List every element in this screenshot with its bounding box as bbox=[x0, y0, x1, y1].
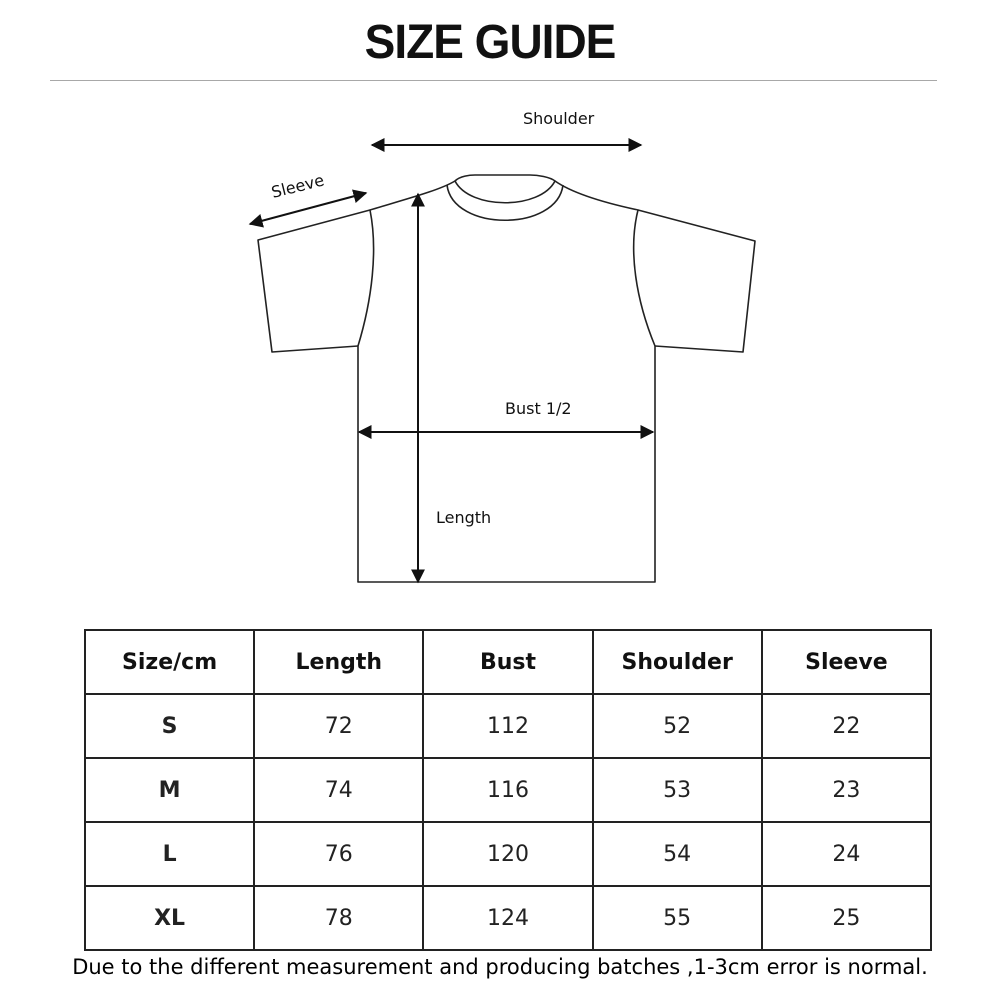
table-row bbox=[85, 886, 931, 950]
cell-size: L bbox=[85, 822, 254, 886]
cell-bust: 116 bbox=[423, 758, 592, 822]
tshirt-left-sleeve bbox=[258, 210, 370, 352]
sleeve-arrow bbox=[250, 193, 366, 224]
cell-shoulder: 53 bbox=[593, 758, 762, 822]
size-table bbox=[84, 629, 932, 951]
tshirt-right-sleeve bbox=[638, 210, 755, 352]
cell-size: XL bbox=[85, 886, 254, 950]
tolerance-note: Due to the different measurement and producing batches ,1-3cm error is normal. bbox=[72, 955, 928, 979]
tshirt-outline bbox=[258, 175, 755, 582]
page-title: SIZE GUIDE bbox=[364, 13, 616, 69]
cell-length: 76 bbox=[254, 822, 423, 886]
cell-shoulder: 54 bbox=[593, 822, 762, 886]
length-label: Length bbox=[436, 508, 492, 527]
shoulder-label: Shoulder bbox=[523, 109, 595, 128]
cell-length: 72 bbox=[254, 694, 423, 758]
header-bust: Bust bbox=[423, 630, 592, 694]
cell-sleeve: 22 bbox=[762, 694, 931, 758]
cell-shoulder: 55 bbox=[593, 886, 762, 950]
cell-sleeve: 25 bbox=[762, 886, 931, 950]
cell-sleeve: 23 bbox=[762, 758, 931, 822]
cell-bust: 112 bbox=[423, 694, 592, 758]
cell-bust: 120 bbox=[423, 822, 592, 886]
header-shoulder: Shoulder bbox=[593, 630, 762, 694]
cell-size: S bbox=[85, 694, 254, 758]
cell-length: 74 bbox=[254, 758, 423, 822]
tshirt-collar-inner bbox=[455, 175, 555, 181]
cell-bust: 124 bbox=[423, 886, 592, 950]
tshirt-body-outline bbox=[358, 181, 655, 582]
cell-shoulder: 52 bbox=[593, 694, 762, 758]
sleeve-label: Sleeve bbox=[269, 170, 326, 202]
cell-length: 78 bbox=[254, 886, 423, 950]
table-row bbox=[85, 822, 931, 886]
table-header-row bbox=[85, 630, 931, 694]
header-sleeve: Sleeve bbox=[762, 630, 931, 694]
table-row bbox=[85, 694, 931, 758]
header-size: Size/cm bbox=[85, 630, 254, 694]
table-row bbox=[85, 758, 931, 822]
header-length: Length bbox=[254, 630, 423, 694]
bust-label: Bust 1/2 bbox=[505, 399, 572, 418]
cell-size: M bbox=[85, 758, 254, 822]
cell-sleeve: 24 bbox=[762, 822, 931, 886]
